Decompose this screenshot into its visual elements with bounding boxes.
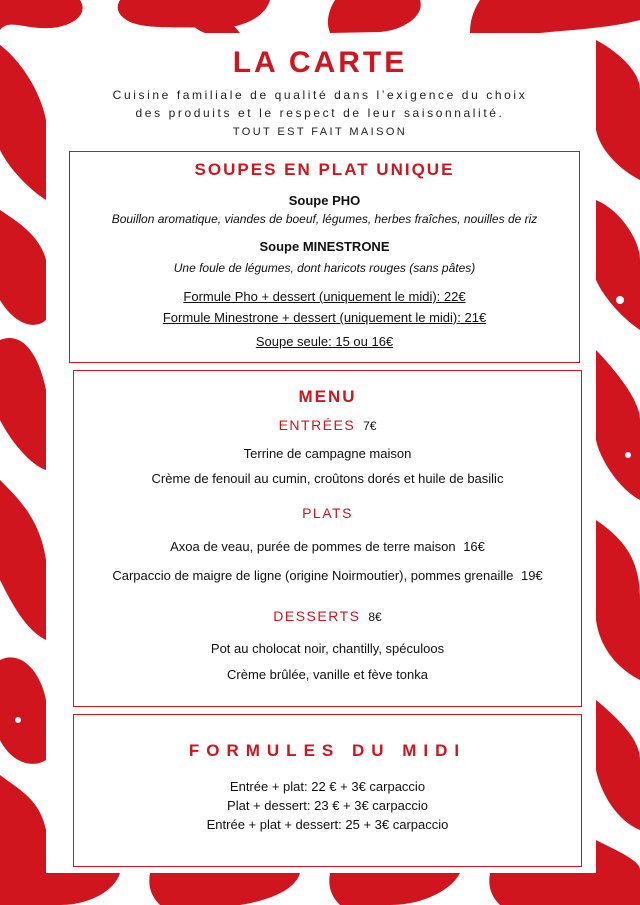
- formules-heading: FORMULES DU MIDI: [188, 741, 467, 760]
- plat-item-2: [74, 568, 581, 583]
- entrees-label: ENTRÉES: [278, 417, 356, 433]
- soupes-heading: SOUPES EN PLAT UNIQUE: [194, 160, 455, 179]
- dessert-item-1: Pot au cholocat noir, chantilly, spéculoos: [210, 641, 445, 656]
- formule-pho: Formule Pho + dessert (uniquement le midi): 22€: [183, 289, 466, 304]
- formule-line-1: Entrée + plat: 22 € + 3€ carpaccio: [229, 779, 426, 794]
- plat-item-1-price: 16€: [463, 539, 485, 554]
- formules-section: [73, 714, 582, 867]
- entrees-header: [74, 417, 581, 433]
- plat-item-1: [74, 539, 581, 554]
- menu-section: [73, 370, 582, 707]
- intro-line-2: des produits et le respect de leur saisonnalité.: [135, 106, 505, 120]
- entree-item-2: Crème de fenouil au cumin, croûtons dorés et huile de basilic: [151, 471, 504, 486]
- plat-item-2-price: 19€: [520, 568, 543, 583]
- soupe-minestrone-description: Une foule de légumes, dont haricots rouges (sans pâtes): [173, 261, 476, 275]
- page-title: LA CARTE: [232, 46, 408, 79]
- formule-line-3: Entrée + plat + dessert: 25 + 3€ carpaccio: [206, 817, 449, 832]
- dessert-item-2: Crème brûlée, vanille et fève tonka: [227, 667, 428, 682]
- soupe-pho-description: Bouillon aromatique, viandes de boeuf, légumes, herbes fraîches, nouilles de riz: [111, 212, 538, 226]
- soupe-pho-name: Soupe PHO: [288, 193, 361, 208]
- entree-item-1: Terrine de campagne maison: [243, 446, 412, 461]
- entrees-price: 7€: [363, 419, 377, 433]
- plat-item-2-name: Carpaccio de maigre de ligne (origine Noirmoutier), pommes grenaille: [112, 568, 514, 583]
- formule-line-2: Plat + dessert: 23 € + 3€ carpaccio: [227, 798, 428, 813]
- desserts-header: [74, 608, 581, 624]
- menu-heading: MENU: [298, 387, 357, 406]
- soupe-seule-price: Soupe seule: 15 ou 16€: [255, 334, 394, 349]
- fait-maison-label: TOUT EST FAIT MAISON: [232, 126, 408, 138]
- soupes-section: [69, 151, 580, 363]
- plats-label: PLATS: [302, 505, 353, 521]
- soupe-minestrone-name: Soupe MINESTRONE: [259, 239, 390, 254]
- intro-line-1: Cuisine familiale de qualité dans l’exigence du choix: [112, 88, 528, 102]
- desserts-label: DESSERTS: [273, 608, 361, 624]
- formule-minestrone: Formule Minestrone + dessert (uniquement le midi): 21€: [162, 310, 487, 325]
- desserts-price: 8€: [368, 610, 382, 624]
- plat-item-1-name: Axoa de veau, purée de pommes de terre maison: [170, 539, 456, 554]
